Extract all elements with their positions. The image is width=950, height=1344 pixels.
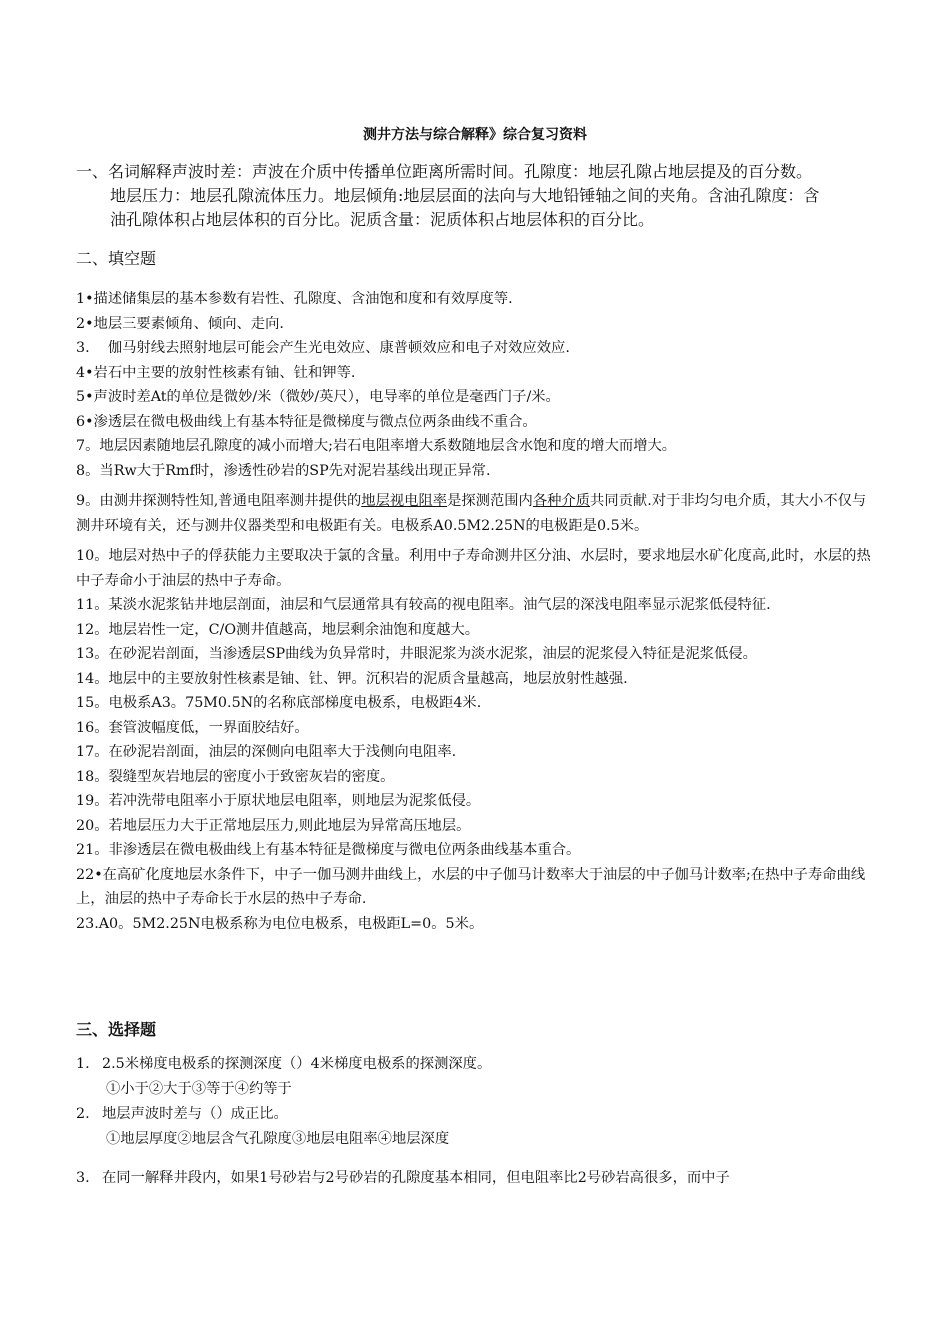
fill-in-heading: 二、填空题 <box>76 249 157 268</box>
item-text: 共同贡献.对于非均匀电介质，其大小不仅与测井环境有关，还与测井仪器类型和电极距有关。电极系A0.5M2.25N的电极距是0.5米。 <box>76 493 867 534</box>
list-item: 1•描述储集层的基本参数有岩性、孔隙度、含油饱和度和有效厚度等. <box>76 291 513 307</box>
list-item: 6•渗透层在微电极曲线上有基本特征是微梯度与微点位两条曲线不重合。 <box>76 413 537 430</box>
list-item: 21。非渗透层在微电极曲线上有基本特征是微梯度与微电位两条曲线基本重合。 <box>76 842 581 858</box>
question-options: ①地层厚度②地层含气孔隙度③地层电阻率④地层深度 <box>106 1131 450 1147</box>
list-item: 18。裂缝型灰岩地层的密度小于致密灰岩的密度。 <box>76 768 395 785</box>
list-item: 7。地层因素随地层孔隙度的减小而增大;岩石电阻率增大系数随地层含水饱和度的增大而增大。 <box>76 438 677 454</box>
list-item: 10。地层对热中子的俘获能力主要取决于氯的含量。利用中子寿命测井区分油、水层时，要求地层水矿化度高,此时，水层的热中子寿命小于油层的热中子寿命。 <box>76 548 871 589</box>
underlined-term: 地层视电阻率 <box>361 493 448 509</box>
underlined-term: 各种介质 <box>532 493 591 509</box>
list-item: 15。电极系A3。75M0.5N的名称底部梯度电极系，电极距4米. <box>76 695 482 711</box>
glossary-section <box>76 160 876 232</box>
list-item: 17。在砂泥岩剖面，油层的深侧向电阻率大于浅侧向电阻率. <box>76 744 457 760</box>
question-number: 3. <box>76 1170 90 1186</box>
glossary-line: 地层压力：地层孔隙流体压力。地层倾角:地层层面的法向与大地铅锤轴之间的夹角。含油孔隙度：含 <box>110 186 820 205</box>
list-item: 5•声波时差At的单位是微妙/米（微妙/英尺），电导率的单位是毫西门子/米。 <box>76 389 560 405</box>
question-number: 1. <box>76 1056 90 1072</box>
list-item: 13。在砂泥岩剖面，当渗透层SP曲线为负异常时，井眼泥浆为淡水泥浆，油层的泥浆侵入特征是泥浆低侵。 <box>76 646 757 662</box>
list-item: 4•岩石中主要的放射性核素有铀、钍和钾等. <box>76 364 356 381</box>
multiple-choice-heading: 三、选择题 <box>76 1020 157 1039</box>
glossary-line: 一、名词解释声波时差：声波在介质中传播单位距离所需时间。孔隙度：地层孔隙占地层提及的百分数。 <box>76 162 813 181</box>
item-text: 9。由测井探测特性知,普通电阻率测井提供的 <box>76 493 362 509</box>
list-item: 16。套管波幅度低，一界面胶结好。 <box>76 719 309 736</box>
fill-in-list <box>76 287 878 936</box>
list-item: 3. 伽马射线去照射地层可能会产生光电效应、康普顿效应和电子对效应效应. <box>76 340 570 356</box>
list-item: 19。若冲洗带电阻率小于原状地层电阻率，则地层为泥浆低侵。 <box>76 793 481 809</box>
list-item: 12。地层岩性一定，C/O测井值越高，地层剩余油饱和度越大。 <box>76 621 480 638</box>
list-item: 2•地层三要素倾角、倾向、走向. <box>76 315 284 332</box>
list-item <box>76 489 878 538</box>
question <box>76 1102 878 1127</box>
list-item: 23.A0。5M2.25N电极系称为电位电极系，电极距L=0。5米。 <box>76 915 484 932</box>
list-item: 8。当Rw大于Rmf时，渗透性砂岩的SP先对泥岩基线出现正异常. <box>76 462 491 479</box>
list-item: 14。地层中的主要放射性核素是铀、钍、钾。沉积岩的泥质含量越高，地层放射性越强. <box>76 670 628 687</box>
question-text: 在同一解释井段内，如果1号砂岩与2号砂岩的孔隙度基本相同，但电阻率比2号砂岩高很多，而中子 <box>102 1170 730 1186</box>
question-text: 地层声波时差与（）成正比。 <box>102 1106 288 1122</box>
multiple-choice-list <box>76 1052 878 1191</box>
glossary-line: 油孔隙体积占地层体积的百分比。泥质含量：泥质体积占地层体积的百分比。 <box>110 210 655 229</box>
list-item: 20。若地层压力大于正常地层压力,则此地层为异常高压地层。 <box>76 817 471 834</box>
question <box>76 1052 878 1077</box>
question-options: ①小于②大于③等于④约等于 <box>106 1081 292 1097</box>
item-text: 是探测范围内 <box>447 493 533 509</box>
document-title: 测井方法与综合解释》综合复习资料 <box>363 127 587 143</box>
question-text: 2.5米梯度电极系的探测深度（）4米梯度电极系的探测深度。 <box>102 1056 492 1072</box>
list-item: 22•在高矿化度地层水条件下，中子一伽马测井曲线上，水层的中子伽马计数率大于油层的中子伽马计数率;在热中子寿命曲线上，油层的热中子寿命长于水层的热中子寿命. <box>76 866 866 907</box>
list-item: 11。某淡水泥浆钻井地层剖面，油层和气层通常具有较高的视电阻率。油气层的深浅电阻率显示泥浆低侵特征. <box>76 597 771 613</box>
question-number: 2. <box>76 1106 90 1122</box>
question <box>76 1166 878 1191</box>
